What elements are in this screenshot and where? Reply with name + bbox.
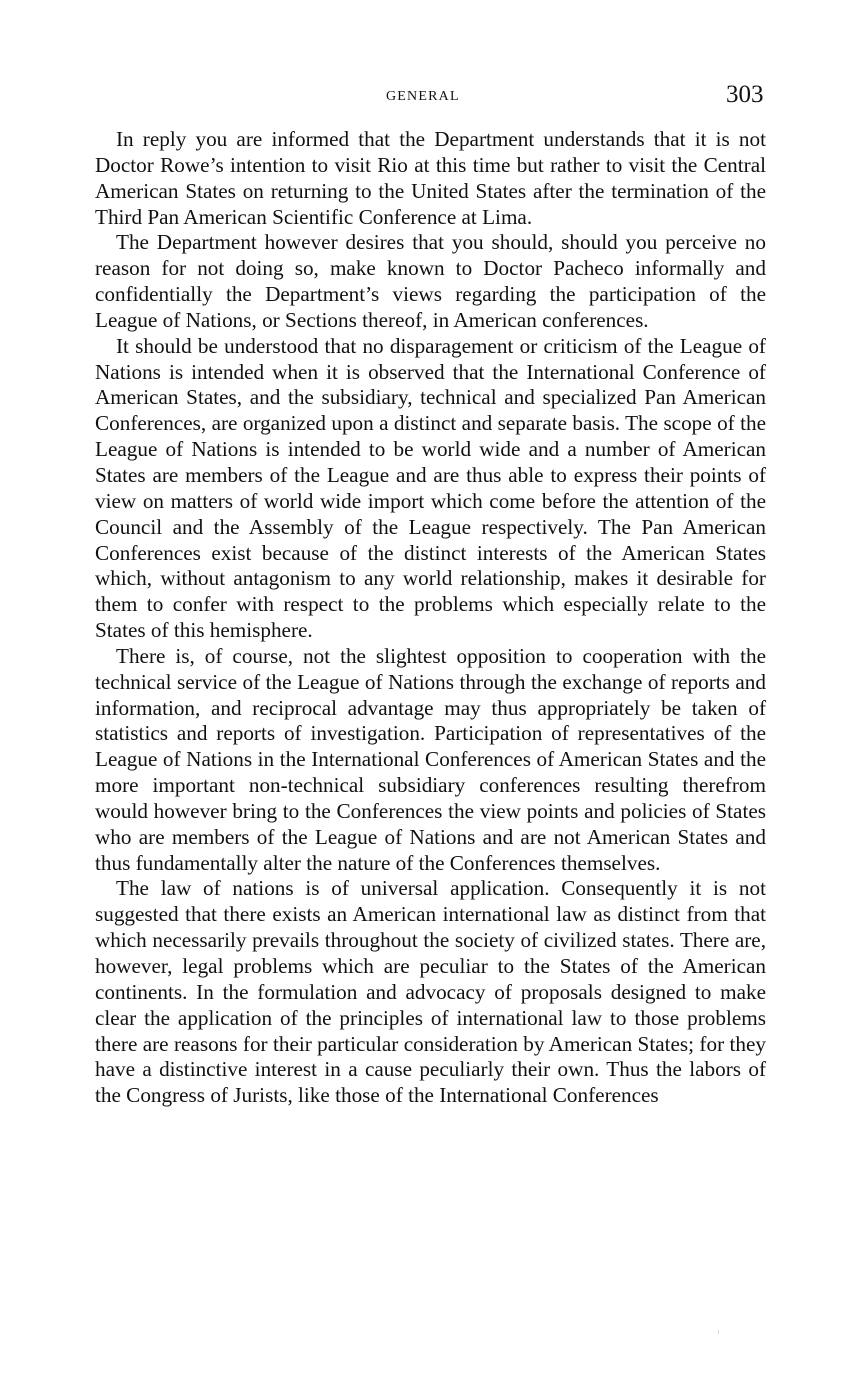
paragraph-reply: In reply you are informed that the Department understands that it is not Doctor Rowe’s intention to visit Rio at this time but rather to visit the Central American States on returning to the United States after the termination of the Third Pan American Scientific Conference at Lima. — [95, 127, 766, 229]
running-title: GENERAL — [386, 89, 460, 104]
paragraph-department-desires: The Department however desires that you should, should you perceive no reason for not doing so, make known to Doctor Pacheco informally and confidentially the Department’s views regarding the participation of the League of Nations, or Sections thereof, in American conferences. — [95, 230, 766, 332]
scan-mark — [718, 1330, 719, 1334]
body-text — [95, 127, 766, 1109]
paragraph-league-of-nations: It should be understood that no disparagement or criticism of the League of Nations is intended when it is observed that the International Conference of American States, and the subsidiary, technical and specialized Pan American Conferences, are organized upon a distinct and separate basis. The scope of the League of Nations is intended to be world wide and a number of American States are members of the League and are thus able to express their points of view on matters of world wide import which come before the attention of the Council and the Assembly of the League respectively. The Pan American Conferences exist because of the distinct interests of the American States which, without antagonism to any world relationship, makes it desirable for them to confer with respect to the problems which especially relate to the States of this hemisphere. — [95, 333, 766, 643]
page-number: 303 — [726, 81, 764, 108]
paragraph-cooperation: There is, of course, not the slightest opposition to cooperation with the technical service of the League of Nations through the exchange of reports and information, and reciprocal advantage may thus appropriately be taken of statistics and reports of investigation. Participation of representatives of the League of Nations in the International Conferences of American States and the more important non-technical subsidiary conferences resulting therefrom would however bring to the Conferences the view points and policies of States who are members of the League of Nations and are not American States and thus fundamentally alter the nature of the Conferences themselves. — [95, 643, 766, 875]
running-head — [0, 81, 857, 114]
paragraph-law-of-nations: The law of nations is of universal application. Consequently it is not suggested that there exists an American international law as distinct from that which necessarily prevails throughout the society of civilized states. There are, however, legal problems which are peculiar to the States of the American continents. In the formulation and advocacy of proposals designed to make clear the application of the principles of international law to those problems there are reasons for their particular consideration by American States; for they have a distinctive interest in a cause peculiarly their own. Thus the labors of the Congress of Jurists, like those of the International Conferences — [95, 876, 766, 1108]
